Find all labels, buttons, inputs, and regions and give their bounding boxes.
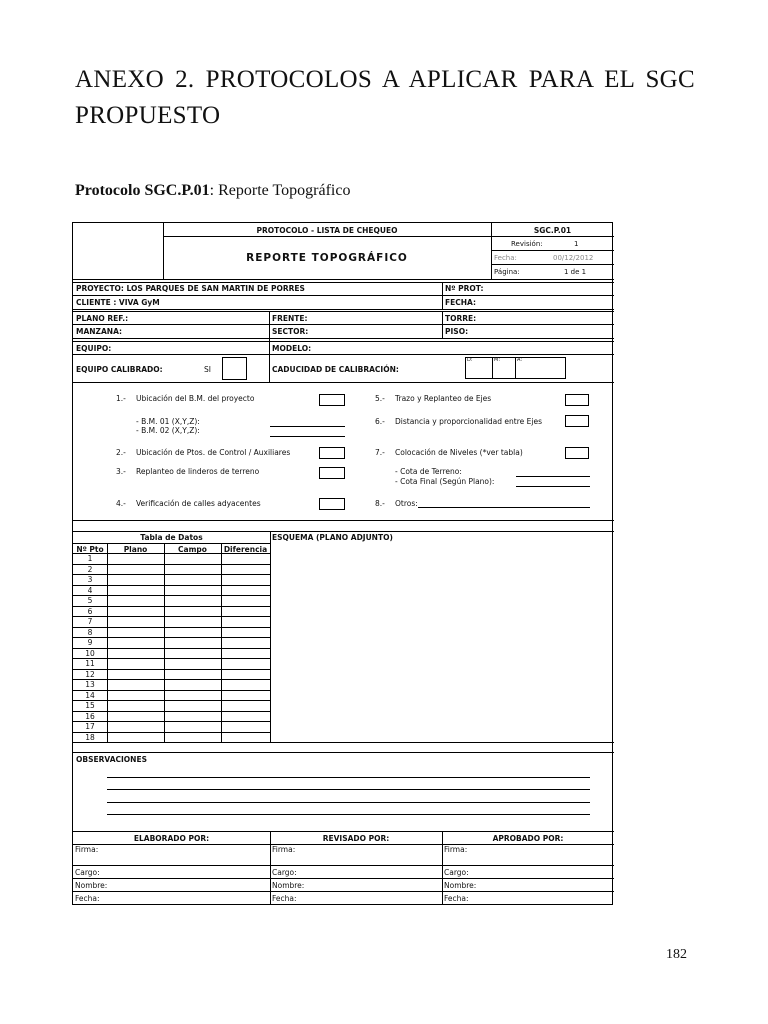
item-checkbox[interactable] bbox=[319, 467, 345, 479]
column-header: Campo bbox=[178, 545, 207, 554]
table-row-number: 9 bbox=[87, 638, 93, 647]
divider bbox=[73, 282, 614, 283]
divider bbox=[492, 357, 493, 379]
form-code: SGC.P.01 bbox=[533, 226, 572, 235]
item-number: 2.- bbox=[116, 448, 126, 457]
divider bbox=[73, 742, 614, 743]
page-value: 1 de 1 bbox=[564, 268, 587, 276]
tower-label: TORRE: bbox=[445, 314, 477, 323]
name-label: Nombre: bbox=[75, 881, 108, 890]
page-label: Página: bbox=[494, 268, 520, 276]
divider bbox=[269, 311, 270, 382]
signature-date-label: Fecha: bbox=[444, 894, 469, 903]
sector-label: SECTOR: bbox=[272, 327, 309, 336]
ground-level-label: - Cota de Terreno: bbox=[395, 467, 462, 476]
table-row-number: 2 bbox=[87, 564, 93, 574]
data-table-title: Tabla de Datos bbox=[140, 533, 203, 542]
floor-label: PISO: bbox=[445, 327, 469, 336]
other-field[interactable] bbox=[418, 507, 590, 508]
protocol-subheading bbox=[75, 182, 350, 200]
month-label: M: bbox=[494, 357, 500, 363]
position-label: Cargo: bbox=[272, 868, 297, 877]
item-number: 4.- bbox=[116, 499, 126, 508]
divider bbox=[73, 311, 614, 312]
item-label: Colocación de Niveles (*ver tabla) bbox=[395, 448, 523, 457]
divider bbox=[73, 752, 614, 753]
project-label: PROYECTO: LOS PARQUES DE SAN MARTIN DE PORRES bbox=[76, 284, 305, 293]
divider bbox=[73, 354, 614, 355]
item-label: Ubicación de Ptos. de Control / Auxiliares bbox=[136, 448, 291, 457]
date-value: 00/12/2012 bbox=[553, 254, 594, 262]
bm-02-field[interactable] bbox=[270, 436, 345, 437]
item-label: Distancia y proporcionalidad entre Ejes bbox=[395, 417, 542, 426]
bm-01-field[interactable] bbox=[270, 426, 345, 427]
item-label: Replanteo de linderos de terreno bbox=[136, 467, 260, 476]
divider bbox=[164, 543, 165, 742]
day-label: D: bbox=[467, 357, 473, 363]
bm-01-label: - B.M. 01 (X,Y,Z): bbox=[136, 417, 200, 426]
revision-label: Revisión: bbox=[511, 240, 543, 248]
divider bbox=[491, 250, 614, 251]
calibrated-yes-label: SI bbox=[204, 365, 211, 374]
data-table bbox=[73, 543, 270, 742]
table-row-number: 14 bbox=[85, 690, 95, 700]
divider bbox=[73, 382, 614, 383]
signature-label: Firma: bbox=[444, 845, 468, 854]
table-row-number: 13 bbox=[85, 680, 95, 689]
divider bbox=[73, 891, 614, 892]
client-label: CLIENTE : VIVA GyM bbox=[76, 298, 160, 307]
observation-line[interactable] bbox=[107, 814, 590, 815]
divider bbox=[73, 341, 614, 342]
protocol-form bbox=[72, 222, 613, 905]
item-number: 3.- bbox=[116, 467, 126, 476]
scheme-label: ESQUEMA (PLANO ADJUNTO) bbox=[272, 533, 393, 542]
page-heading: ANEXO 2. PROTOCOLOS A APLICAR PARA EL SGC PROPUESTO bbox=[75, 66, 695, 129]
block-label: MANZANA: bbox=[76, 327, 123, 336]
date-field-label: FECHA: bbox=[445, 298, 476, 307]
approved-by-label: APROBADO POR: bbox=[492, 834, 564, 843]
observation-line[interactable] bbox=[107, 789, 590, 790]
revision-value: 1 bbox=[574, 240, 579, 248]
divider bbox=[491, 264, 614, 265]
name-label: Nombre: bbox=[444, 881, 477, 890]
column-header: Diferencia bbox=[223, 545, 268, 554]
item-checkbox[interactable] bbox=[319, 394, 345, 406]
item-number: 8.- bbox=[375, 499, 385, 508]
plan-ref-label: PLANO REF.: bbox=[76, 314, 129, 323]
item-number: 6.- bbox=[375, 417, 385, 426]
table-row-number: 3 bbox=[87, 575, 93, 584]
column-header: Plano bbox=[123, 545, 148, 554]
table-row-number: 4 bbox=[87, 585, 93, 595]
item-number: 7.- bbox=[375, 448, 385, 457]
item-checkbox[interactable] bbox=[319, 447, 345, 459]
item-label: Verificación de calles adyacentes bbox=[136, 499, 261, 508]
divider bbox=[163, 236, 614, 237]
bm-02-label: - B.M. 02 (X,Y,Z): bbox=[136, 426, 200, 435]
divider bbox=[73, 844, 614, 845]
page-number: 182 bbox=[666, 947, 687, 962]
table-row-number: 1 bbox=[87, 554, 93, 563]
table-row-number: 17 bbox=[85, 722, 95, 731]
table-row-number: 5 bbox=[87, 596, 93, 605]
divider bbox=[107, 543, 108, 742]
divider bbox=[73, 531, 614, 532]
table-row-number: 10 bbox=[85, 648, 95, 658]
signature-label: Firma: bbox=[75, 845, 99, 854]
ground-level-field[interactable] bbox=[516, 476, 590, 477]
year-label: A: bbox=[517, 357, 523, 363]
table-row-number: 12 bbox=[85, 669, 95, 679]
reviewed-by-label: REVISADO POR: bbox=[322, 834, 390, 843]
divider bbox=[270, 531, 271, 742]
observation-line[interactable] bbox=[107, 777, 590, 778]
position-label: Cargo: bbox=[75, 868, 100, 877]
table-row-number: 15 bbox=[85, 701, 95, 710]
prepared-by-label: ELABORADO POR: bbox=[133, 834, 210, 843]
divider bbox=[221, 543, 222, 742]
divider bbox=[73, 831, 614, 832]
item-label: Otros: bbox=[395, 499, 418, 508]
model-label: MODELO: bbox=[272, 344, 312, 353]
form-header-title: PROTOCOLO - LISTA DE CHEQUEO bbox=[256, 226, 398, 235]
protocol-code: Protocolo SGC.P.01 bbox=[75, 182, 210, 199]
divider bbox=[73, 324, 614, 325]
nprot-label: Nº PROT: bbox=[445, 284, 484, 293]
final-level-field[interactable] bbox=[516, 486, 590, 487]
protocol-title: : Reporte Topográfico bbox=[209, 182, 351, 199]
divider bbox=[73, 295, 614, 296]
item-number: 5.- bbox=[375, 394, 385, 403]
divider bbox=[73, 865, 614, 866]
item-number: 1.- bbox=[116, 394, 126, 403]
item-label: Trazo y Replanteo de Ejes bbox=[395, 394, 492, 403]
date-label: Fecha: bbox=[494, 254, 517, 262]
divider bbox=[73, 520, 614, 521]
divider bbox=[73, 878, 614, 879]
report-title: REPORTE TOPOGRÁFICO bbox=[246, 252, 408, 264]
table-row-number: 8 bbox=[87, 627, 93, 637]
table-row-number: 7 bbox=[87, 617, 93, 626]
observation-line[interactable] bbox=[107, 802, 590, 803]
table-row-number: 6 bbox=[87, 606, 93, 616]
equipment-label: EQUIPO: bbox=[76, 344, 112, 353]
divider bbox=[73, 309, 614, 310]
item-checkbox[interactable] bbox=[565, 447, 589, 459]
signature-date-label: Fecha: bbox=[272, 894, 297, 903]
divider bbox=[73, 338, 614, 339]
table-row-number: 16 bbox=[85, 711, 95, 721]
signature-date-label: Fecha: bbox=[75, 894, 100, 903]
item-label: Ubicación del B.M. del proyecto bbox=[136, 394, 255, 403]
calibrated-label: EQUIPO CALIBRADO: bbox=[76, 365, 163, 374]
item-checkbox[interactable] bbox=[565, 394, 589, 406]
calibration-expiry-label: CADUCIDAD DE CALIBRACIÓN: bbox=[272, 365, 399, 374]
signature-label: Firma: bbox=[272, 845, 296, 854]
name-label: Nombre: bbox=[272, 881, 305, 890]
divider bbox=[515, 357, 516, 379]
position-label: Cargo: bbox=[444, 868, 469, 877]
item-checkbox[interactable] bbox=[565, 415, 589, 427]
column-header: Nº Pto bbox=[76, 545, 104, 554]
front-label: FRENTE: bbox=[272, 314, 308, 323]
table-row-number: 18 bbox=[85, 732, 95, 742]
divider bbox=[73, 279, 614, 280]
final-level-label: - Cota Final (Según Plano): bbox=[395, 477, 495, 486]
calibrated-checkbox[interactable] bbox=[222, 357, 247, 380]
observations-label: OBSERVACIONES bbox=[76, 755, 147, 764]
table-row-number: 11 bbox=[85, 659, 95, 668]
item-checkbox[interactable] bbox=[319, 498, 345, 510]
